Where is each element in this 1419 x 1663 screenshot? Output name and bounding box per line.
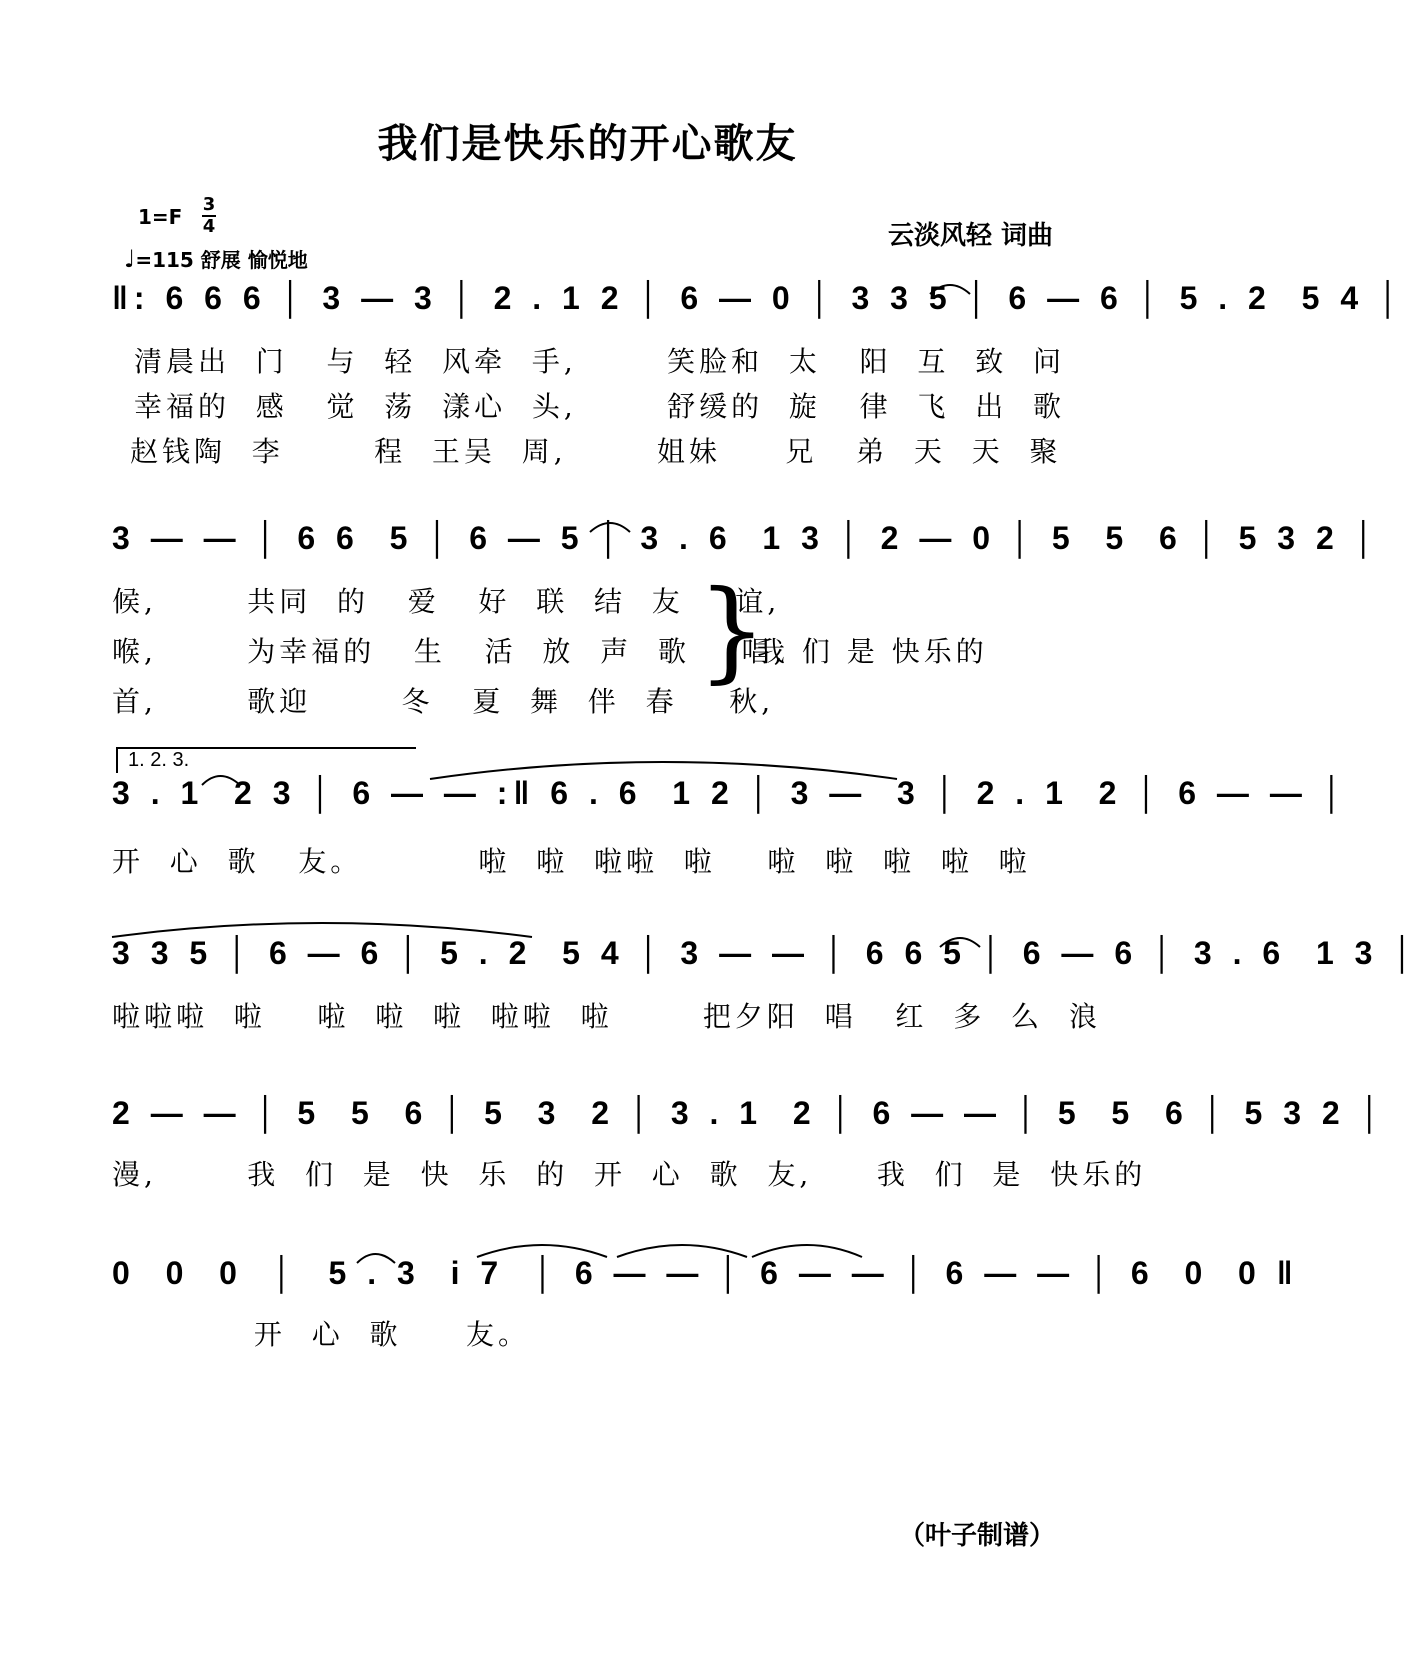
quarter-note-icon: ♩: [124, 245, 136, 273]
notation-line: 3 3 5 │ 6 — 6 │ 5 . 2 5 4 │ 3 — — │ 6 6 5 │ 6 — 6 │ 3 . 6 1 3 │: [112, 935, 1419, 971]
score-title: 我们是快乐的开心歌友: [377, 120, 798, 167]
tie: [752, 1245, 862, 1257]
slur-marks: [112, 1255, 1299, 1315]
notation-line: 2 — — │ 5 5 6 │ 5 3 2 │ 3 . 1 2 │ 6 — — │ 5 5 6 │ 5 3 2 │: [112, 1095, 1387, 1131]
slur-marks: [112, 280, 1405, 340]
lyric-verse-1: 啦啦啦 啦 啦 啦 啦 啦啦 啦 把夕阳 唱 红 多 么 浪: [112, 1000, 1101, 1033]
time-signature: [202, 196, 216, 236]
verse-brace: }: [697, 566, 767, 694]
lyric-verse-1: 清晨出 门 与 轻 风牵 手, 笑脸和 太 阳 互 致 问: [134, 345, 1066, 378]
lyric-verse-2: 幸福的 感 觉 荡 漾心 头, 舒缓的 旋 律 飞 出 歌: [134, 390, 1066, 423]
slur-marks: [112, 775, 1349, 835]
time-signature-top: 3: [202, 194, 216, 215]
lyric-verse-3: 赵钱陶 李 程 王吴 周, 姐妹 兄 弟 天 天 聚: [130, 435, 1062, 468]
composer-credit: 云淡风轻 词曲: [887, 221, 1053, 251]
transcriber-credit: （叶子制谱）: [898, 1521, 1055, 1551]
notation-line: 3 — — │ 6 6 5 │ 6 — 5 │ 3 . 6 1 3 │ 2 — 0 │ 5 5 6 │ 5 3 2 │: [112, 520, 1381, 556]
lyric-verse-1: 漫, 我 们 是 快 乐 的 开 心 歌 友, 我 们 是 快乐的: [112, 1158, 1147, 1191]
lyric-verse-2: 喉, 为幸福的 生 活 放 声 歌 唱,: [112, 635, 787, 668]
slur: [202, 776, 240, 785]
tie: [477, 1245, 607, 1257]
slur: [930, 285, 970, 294]
tempo-text: =115 舒展 愉悦地: [135, 248, 308, 272]
time-signature-bottom: 4: [202, 216, 216, 237]
slur: [940, 938, 980, 947]
slur: [357, 1254, 395, 1263]
tempo-marking: [124, 244, 308, 273]
notation-line: ‖: 6 6 6 │ 3 — 3 │ 2 . 1 2 │ 6 — 0 │ 3 3 5 │ 6 — 6 │ 5 . 2 5 4 │: [112, 280, 1405, 316]
volta-bracket: 1. 2. 3.: [116, 747, 416, 773]
long-slur: [430, 762, 897, 779]
slur: [590, 523, 630, 532]
key-signature: 1=F: [138, 205, 183, 229]
lyric-verse-1: 开 心 歌 友。: [112, 1318, 531, 1351]
notation-line: 0 0 0 │ 5 . 3 i 7 │ 6 — — │ 6 — — │ 6 — — │ 6 0 0 ‖: [112, 1255, 1299, 1291]
notation-line: 3 . 1 2 3 │ 6 — — :‖ 6 . 6 1 2 │ 3 — 3 │ 2 . 1 2 │ 6 — — │: [112, 775, 1349, 811]
lyric-verse-1: 开 心 歌 友。 啦 啦 啦啦 啦 啦 啦 啦 啦 啦: [112, 845, 1031, 878]
long-slur: [112, 923, 532, 937]
slur-marks: [112, 520, 1381, 580]
shared-lyric: 我 们 是 快乐的: [757, 635, 988, 668]
lyric-verse-1: 候, 共同 的 爱 好 联 结 友 谊,: [112, 585, 781, 618]
tie: [617, 1245, 747, 1257]
lyric-verse-3: 首, 歌迎 冬 夏 舞 伴 春 秋,: [112, 685, 775, 718]
slur-marks: [112, 935, 1419, 995]
